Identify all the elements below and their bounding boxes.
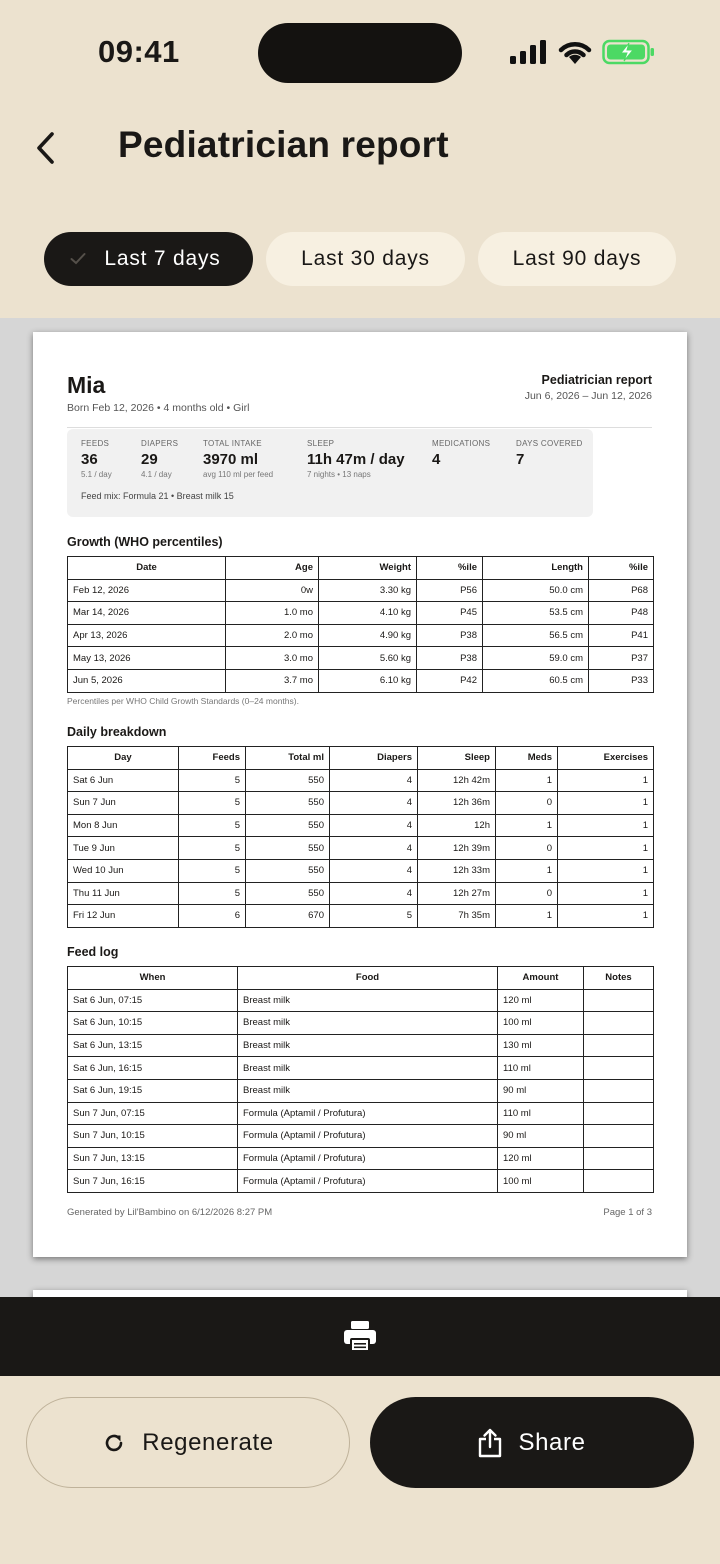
table-cell: Breast milk [238,1079,498,1102]
table-cell: Formula (Aptamil / Profutura) [238,1125,498,1148]
report-footer-generated: Generated by Lil'Bambino on 6/12/2026 8:27 PM [67,1207,273,1218]
table-cell: 100 ml [498,1170,584,1193]
stat-sub: 7 nights • 13 naps [307,470,371,479]
table-cell: P48 [589,602,654,625]
table-cell: P56 [417,579,483,602]
table-cell: 12h 27m [418,882,496,905]
table-cell: 5 [179,769,246,792]
column-header: Amount [498,967,584,990]
table-cell: 4 [330,837,418,860]
table-cell: 59.0 cm [483,647,589,670]
table-cell: 1 [496,814,558,837]
growth-note: Percentiles per WHO Child Growth Standards (0–24 months). [67,696,299,706]
table-cell: 100 ml [498,1012,584,1035]
feed-log-table [67,966,654,1193]
status-bar [0,0,720,100]
table-cell: 4 [330,882,418,905]
period-chip-label: Last 30 days [301,247,430,270]
divider [67,427,652,428]
column-header: Day [68,747,179,770]
column-header: Feeds [179,747,246,770]
table-row [68,814,654,837]
table-header-row [68,747,654,770]
stat-diapers [141,439,178,479]
regenerate-button[interactable] [26,1397,350,1488]
column-header: Weight [319,557,417,580]
column-header: Sleep [418,747,496,770]
table-cell: 12h 36m [418,792,496,815]
child-name: Mia [67,372,106,398]
period-chip-label: Last 7 days [104,247,221,270]
table-cell: Sat 6 Jun [68,769,179,792]
table-cell: 5 [179,882,246,905]
table-cell: 120 ml [498,989,584,1012]
table-cell: 50.0 cm [483,579,589,602]
table-cell: 1 [558,814,654,837]
period-chip-label: Last 90 days [512,247,642,270]
report-dates: Jun 6, 2026 – Jun 12, 2026 [524,390,652,402]
table-row [68,1170,654,1193]
table-cell: 0w [226,579,319,602]
table-row [68,1125,654,1148]
table-cell: Breast milk [238,989,498,1012]
table-row [68,1012,654,1035]
stat-value: 4 [432,451,441,468]
stat-sub: avg 110 ml per feed [203,470,274,479]
print-bar [0,1297,720,1376]
table-cell: Sat 6 Jun, 19:15 [68,1079,238,1102]
period-chip-30-days[interactable] [266,232,465,286]
table-cell: Mar 14, 2026 [68,602,226,625]
stat-value: 7 [516,451,525,468]
summary-card [67,429,593,517]
column-header: Total ml [246,747,330,770]
table-cell: Sat 6 Jun, 10:15 [68,1012,238,1035]
table-cell: 550 [246,769,330,792]
stat-value: 11h 47m / day [307,451,405,468]
table-cell [584,1012,654,1035]
table-cell: 4 [330,769,418,792]
table-cell: 550 [246,837,330,860]
table-cell: P38 [417,624,483,647]
table-cell: 3.30 kg [319,579,417,602]
stat-sub: 4.1 / day [141,470,172,479]
report-title: Pediatrician report [541,373,652,387]
table-cell: 1 [558,837,654,860]
status-time: 09:41 [98,34,180,69]
table-header-row [68,967,654,990]
table-row [68,669,654,692]
table-cell: 4 [330,814,418,837]
table-cell: 550 [246,792,330,815]
table-cell: P45 [417,602,483,625]
table-cell: Mon 8 Jun [68,814,179,837]
table-cell: 12h 42m [418,769,496,792]
stat-feeds [81,439,112,479]
column-header: %ile [589,557,654,580]
page-title: Pediatrician report [118,124,449,165]
table-row [68,1147,654,1170]
table-row [68,905,654,928]
table-cell: 6.10 kg [319,669,417,692]
table-cell: Apr 13, 2026 [68,624,226,647]
child-info: Born Feb 12, 2026 • 4 months old • Girl [67,402,250,414]
stat-label: TOTAL INTAKE [203,439,262,448]
table-cell: Sat 6 Jun, 13:15 [68,1034,238,1057]
stat-value: 36 [81,451,98,468]
table-cell: P68 [589,579,654,602]
column-header: When [68,967,238,990]
feed-mix: Feed mix: Formula 21 • Breast milk 15 [81,491,234,501]
table-row [68,647,654,670]
table-cell: Formula (Aptamil / Profutura) [238,1102,498,1125]
table-cell: Breast milk [238,1012,498,1035]
period-chip-90-days[interactable] [478,232,676,286]
table-cell: 53.5 cm [483,602,589,625]
table-cell: Sat 6 Jun, 16:15 [68,1057,238,1080]
table-cell: 4.90 kg [319,624,417,647]
share-label: Share [518,1428,586,1456]
table-cell: Tue 9 Jun [68,837,179,860]
table-cell: 1 [558,859,654,882]
stat-medications [432,439,490,468]
table-cell: 670 [246,905,330,928]
table-cell: 550 [246,814,330,837]
table-cell: Sat 6 Jun, 07:15 [68,989,238,1012]
table-cell: P42 [417,669,483,692]
table-cell: Sun 7 Jun [68,792,179,815]
table-row [68,792,654,815]
growth-table [67,556,654,693]
section-title-growth: Growth (WHO percentiles) [67,535,223,549]
table-cell: Fri 12 Jun [68,905,179,928]
table-row [68,1034,654,1057]
table-cell: 550 [246,882,330,905]
table-cell: 12h [418,814,496,837]
period-chip-7-days[interactable] [44,232,253,286]
column-header: Diapers [330,747,418,770]
section-title-daily: Daily breakdown [67,725,167,739]
stat-total-intake [203,439,273,479]
table-cell: 60.5 cm [483,669,589,692]
table-cell: 3.0 mo [226,647,319,670]
stat-label: DIAPERS [141,439,179,448]
table-cell: 4 [330,792,418,815]
column-header: Notes [584,967,654,990]
chevron-left-icon[interactable] [30,128,66,168]
table-row [68,602,654,625]
table-cell: 56.5 cm [483,624,589,647]
table-cell: 3.7 mo [226,669,319,692]
share-button[interactable] [370,1397,694,1488]
table-cell [584,1034,654,1057]
table-cell: 7h 35m [418,905,496,928]
table-cell: 1.0 mo [226,602,319,625]
table-cell: Sun 7 Jun, 10:15 [68,1125,238,1148]
table-cell: Formula (Aptamil / Profutura) [238,1147,498,1170]
table-cell: 4.10 kg [319,602,417,625]
table-row [68,1057,654,1080]
table-cell [584,1170,654,1193]
table-cell: 1 [558,905,654,928]
table-cell: 1 [558,769,654,792]
column-header: Food [238,967,498,990]
table-cell: 5 [179,859,246,882]
table-cell: 1 [496,859,558,882]
table-cell: Breast milk [238,1034,498,1057]
report-footer-page: Page 1 of 3 [603,1207,652,1218]
table-cell: Sun 7 Jun, 07:15 [68,1102,238,1125]
regenerate-label: Regenerate [142,1428,274,1456]
table-cell: May 13, 2026 [68,647,226,670]
table-cell: Sun 7 Jun, 13:15 [68,1147,238,1170]
table-cell [584,1079,654,1102]
column-header: Age [226,557,319,580]
dynamic-island [258,23,462,83]
table-cell: Wed 10 Jun [68,859,179,882]
stat-value: 29 [141,451,158,468]
stat-sleep [307,439,405,479]
table-cell: 1 [496,769,558,792]
table-row [68,1079,654,1102]
table-row [68,769,654,792]
stat-label: SLEEP [307,439,335,448]
table-row [68,882,654,905]
table-cell: 110 ml [498,1102,584,1125]
section-title-feed-log: Feed log [67,945,119,959]
table-cell: 110 ml [498,1057,584,1080]
signal-icon [510,40,548,64]
refresh-icon [102,1431,126,1455]
table-cell [584,1057,654,1080]
table-cell [584,1125,654,1148]
daily-table [67,746,654,928]
table-cell: 12h 39m [418,837,496,860]
table-cell: P37 [589,647,654,670]
share-icon [478,1428,502,1458]
table-cell: Breast milk [238,1057,498,1080]
column-header: Date [68,557,226,580]
table-cell: Jun 5, 2026 [68,669,226,692]
printer-icon[interactable] [342,1319,378,1353]
table-cell: 550 [246,859,330,882]
column-header: Meds [496,747,558,770]
table-cell: Thu 11 Jun [68,882,179,905]
stat-sub: 5.1 / day [81,470,112,479]
battery-charging-icon [602,38,656,66]
table-cell: 5 [179,814,246,837]
report-page [33,332,687,1257]
table-cell: 2.0 mo [226,624,319,647]
table-cell: 120 ml [498,1147,584,1170]
stat-label: FEEDS [81,439,110,448]
table-cell: 0 [496,792,558,815]
table-cell [584,1102,654,1125]
table-cell: 4 [330,859,418,882]
table-cell: P33 [589,669,654,692]
table-cell: 12h 33m [418,859,496,882]
column-header: Length [483,557,589,580]
table-row [68,579,654,602]
table-row [68,837,654,860]
table-cell [584,1147,654,1170]
table-cell: P38 [417,647,483,670]
stat-value: 3970 ml [203,451,259,468]
table-cell: 130 ml [498,1034,584,1057]
table-cell: 90 ml [498,1125,584,1148]
table-cell: 0 [496,882,558,905]
table-cell: Feb 12, 2026 [68,579,226,602]
table-cell: 5 [179,792,246,815]
table-cell: Formula (Aptamil / Profutura) [238,1170,498,1193]
table-header-row [68,557,654,580]
table-cell: 1 [496,905,558,928]
stat-label: DAYS COVERED [516,439,583,448]
stat-days-covered [516,439,583,468]
column-header: %ile [417,557,483,580]
table-cell: 0 [496,837,558,860]
wifi-icon [557,38,593,66]
table-row [68,989,654,1012]
table-cell: 5.60 kg [319,647,417,670]
table-cell: P41 [589,624,654,647]
check-icon [70,252,86,265]
report-preview[interactable] [0,318,720,1298]
table-cell: 1 [558,882,654,905]
table-cell: 5 [330,905,418,928]
table-cell [584,989,654,1012]
table-row [68,624,654,647]
table-cell: 5 [179,837,246,860]
column-header: Exercises [558,747,654,770]
table-row [68,859,654,882]
stat-label: MEDICATIONS [432,439,491,448]
table-cell: Sun 7 Jun, 16:15 [68,1170,238,1193]
table-cell: 6 [179,905,246,928]
table-row [68,1102,654,1125]
table-cell: 1 [558,792,654,815]
table-cell: 90 ml [498,1079,584,1102]
